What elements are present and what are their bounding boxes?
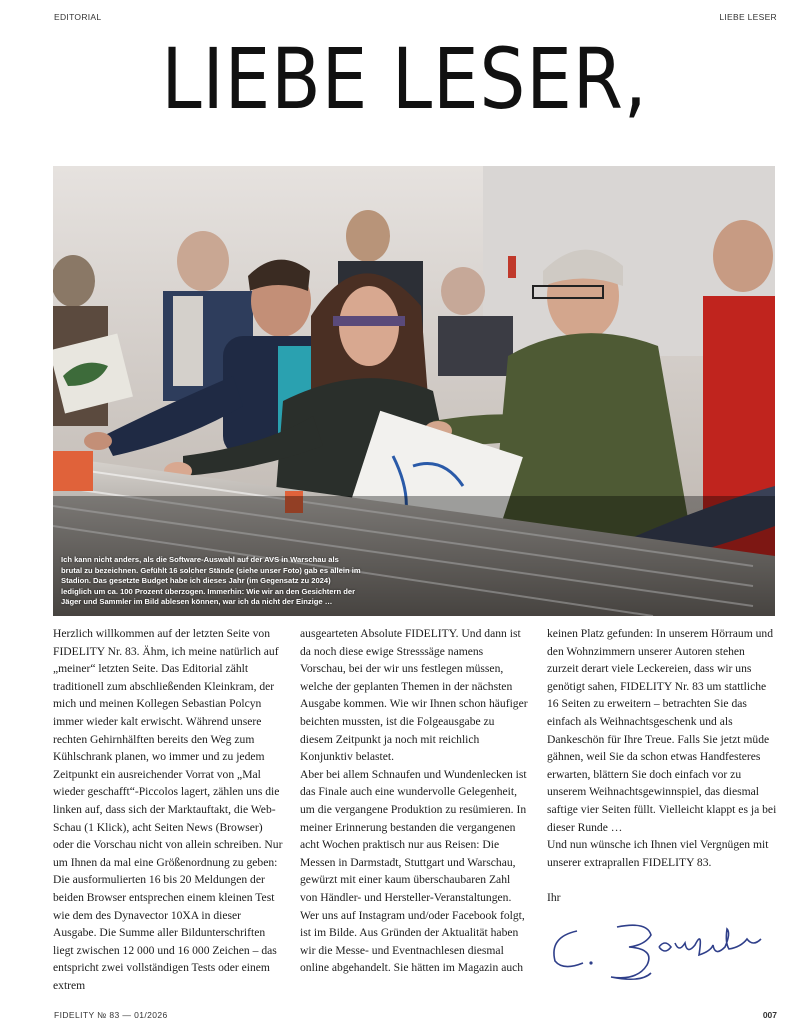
record-fair-photo	[53, 166, 775, 616]
article-column-2	[300, 625, 530, 994]
issue-footer: FIDELITY № 83 — 01/2026	[54, 1010, 168, 1020]
paragraph: Und nun wünsche ich Ihnen viel Vergnügen mit unserer extraprallen FIDELITY 83.	[547, 838, 769, 869]
page-headline: LIEBE LESER,	[161, 30, 648, 128]
feature-photo	[53, 166, 775, 616]
page-number: 007	[762, 1010, 777, 1020]
handwritten-signature	[547, 913, 777, 989]
paragraph: Herzlich willkommen auf der letzten Seite von FIDELITY Nr. 83. Ähm, ich meine natürlich auf „meiner“ letzten Seite. Das Editorial zählt traditionell zum abschließenden Kleinkram, der mich und meinen Kollegen Sebastian Polcyn immer wieder kalt erwischt. Während unsere rechten Gehirnhälften bereits den Weg zum Kühlschrank planen, wo immer und zu jedem Zeitpunkt ein ausreichender Vorrat von „Mal wieder geschafft“-Piccolos lagert, zählen uns die linken auf, dass sich der Marktauftakt, die Web-Schau (1 Klick), acht Seiten News (Browser) oder die Vorschau nicht von allein schreiben. Nur um Ihnen da mal eine Größenordnung zu geben: Die ausformulierten 16 bis 20 Meldungen der beiden Browser entsprechen einem kleinen Test wie dem des Dynavector 10XA in dieser Ausgabe. Die Summe aller Bildunterschriften liegt zwischen 12 000 und 16 000 Zeichen – das entspricht zwei vollständigen Tests oder einem extrem	[53, 627, 283, 992]
running-title: LIEBE LESER	[719, 12, 777, 22]
article-column-1	[53, 625, 283, 994]
section-label: EDITORIAL	[54, 12, 102, 22]
paragraph: keinen Platz gefunden: In unserem Hörraum und den Wohnzimmern unserer Autoren stehen zurzeit derart viele Leckereien, dass wir uns genötigt sahen, FIDELITY Nr. 83 um stattliche 16 Seiten zu erweitern – betrachten Sie das einfach als Weihnachtsgeschenk und als Dankeschön für Ihre Treue. Falls Sie jetzt müde gähnen, weil Sie da schon etwas Handfesteres erwarten, blättern Sie doch einfach vor zu unserem Weihnachtsgewinnspiel, das diesmal saftige vier Seiten füllt. Vielleicht klappt es ja bei dieser Runde …	[547, 627, 777, 834]
photo-caption: Ich kann nicht anders, als die Software-Auswahl auf der AVS in Warschau als brutal zu bezeichnen. Gefühlt 16 solcher Stände (siehe unser Foto) gab es allein im Stadion. Das gesetzte Budget habe ich dieses Jahr (im Gegensatz zu 2024) lediglich um ca. 100 Prozent überzogen. Immerhin: Wie wir an den Gesichtern der Jäger und Sammler im Bild ablesen können, war ich da nicht der Einzige …	[61, 555, 361, 607]
sign-off: Ihr	[547, 891, 561, 905]
paragraph: ausgearteten Absolute FIDELITY. Und dann ist da noch diese ewige Stresssäge namens Vorschau, bei der wir uns festlegen müssen, welche der geplanten Themen in der nächsten Ausgabe kommen. Wie wir Ihnen schon häufiger beichten mussten, ist die Folgeausgabe zu diesem Zeitpunkt ja noch mit reichlich Konjunktiv belastet.	[300, 627, 528, 764]
paragraph: Aber bei allem Schnaufen und Wundenlecken ist das Finale auch eine wundervolle Gelegenheit, um die vergangene Produktion zu resümieren. In meiner Erinnerung bestanden die vergangenen acht Wochen praktisch nur aus Reisen: Die Messen in Darmstadt, Stuttgart und Warschau, gewürzt mit einer kaum überschaubaren Zahl von Händler- und Hersteller-Veranstaltungen. Wer uns auf Instagram und/oder Facebook folgt, ist im Bilde. Aus Gründen der Aktualität haben wir die Messe- und Eventnachlesen diesmal online abgehandelt. Sie hätten im Magazin auch	[300, 767, 527, 975]
article-body	[53, 625, 777, 994]
article-column-3	[547, 625, 777, 994]
